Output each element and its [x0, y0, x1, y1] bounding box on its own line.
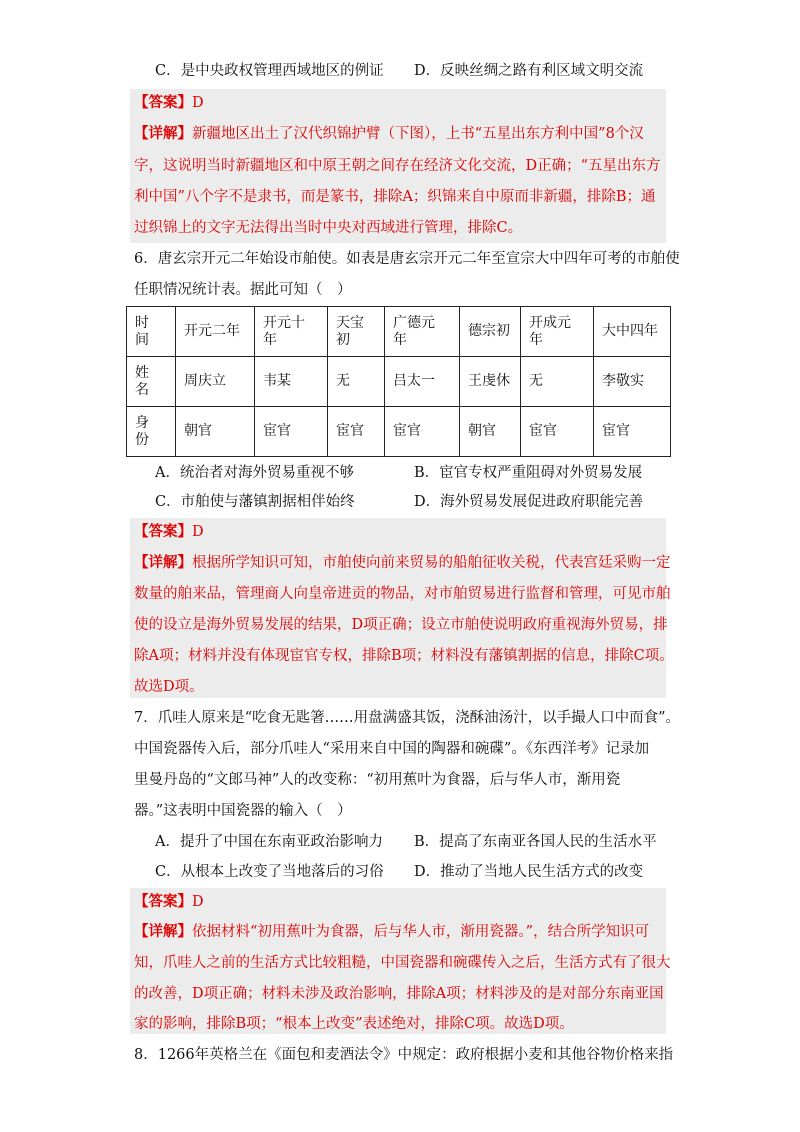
q6-option-c: C．市舶使与藩镇割据相伴始终	[155, 494, 355, 510]
q7-answer-line	[134, 892, 204, 912]
q7-option-d: D．推动了当地人民生活方式的改变	[414, 864, 644, 880]
q7-detail-line-1	[134, 922, 649, 942]
q5-detail-line-2: 字，这说明当时新疆地区和中原王朝之间存在经济文化交流，D正确；“五星出东方	[134, 158, 661, 174]
detail-tag: 【详解】	[134, 923, 192, 940]
table-cell: 宦官	[385, 407, 460, 457]
table-cell: 德宗初	[460, 307, 521, 357]
table-cell: 朝官	[176, 407, 255, 457]
table-row	[127, 357, 671, 407]
table-cell: 天宝初	[328, 307, 385, 357]
q7-detail-line-3: 的改善，D项正确；材料未涉及政治影响，排除A项；材料涉及的是对部分东南亚国	[134, 986, 664, 1002]
answer-tag: 【答案】	[134, 523, 192, 540]
detail-tag: 【详解】	[134, 125, 192, 142]
q7-stem-line-3: 里曼丹岛的“文郎马神”人的改变称：“初用蕉叶为食器，后与华人市，渐用瓷	[134, 772, 621, 788]
q7-option-c: C．从根本上改变了当地落后的习俗	[155, 864, 384, 880]
table-cell: 宦官	[521, 407, 594, 457]
q8-stem-line-1: 8．1266年英格兰在《面包和麦酒法令》中规定：政府根据小麦和其他谷物价格来指	[134, 1047, 674, 1063]
q6-answer-box	[130, 518, 666, 698]
q5-detail-line-3: 利中国”八个字不是隶书，而是篆书，排除A；织锦来自中原而非新疆，排除B；通	[134, 189, 656, 205]
table-cell: 姓 名	[127, 357, 176, 407]
table-cell: 宦官	[328, 407, 385, 457]
q5-option-d: D．反映丝绸之路有利区域文明交流	[414, 63, 644, 79]
q5-detail-line-4: 过织锦上的文字无法得出当时中央对西域进行管理，排除C。	[134, 220, 523, 236]
answer-value: D	[192, 95, 204, 111]
q6-answer-line	[134, 522, 204, 542]
table-cell: 宦官	[594, 407, 671, 457]
table-cell: 大中四年	[594, 307, 671, 357]
q6-detail-line-2: 数量的舶来品，管理商人向皇帝进贡的物品，对市舶贸易进行监督和管理，可见市舶	[134, 586, 671, 602]
q5-answer-line	[134, 93, 204, 113]
table-cell: 宦官	[255, 407, 328, 457]
q7-detail-line-2: 知，爪哇人之前的生活方式比较粗糙，中国瓷器和碗碟传入之后，生活方式有了很大	[134, 955, 671, 971]
detail-text: 新疆地区出土了汉代织锦护臂（下图），上书“五星出东方利中国”8个汉	[192, 126, 644, 142]
table-cell: 开元十 年	[255, 307, 328, 357]
q7-stem-line-1: 7．爪哇人原来是“吃食无匙箸……用盘满盛其饭，浇酥油汤汁，以手撮人口中而食”。	[134, 710, 681, 726]
table-cell: 周庆立	[176, 357, 255, 407]
table-cell: 开成元 年	[521, 307, 594, 357]
table-cell: 无	[328, 357, 385, 407]
table-cell: 身 份	[127, 407, 176, 457]
table-cell: 无	[521, 357, 594, 407]
table-cell: 广德元 年	[385, 307, 460, 357]
q6-detail-line-4: 除A项；材料并没有体现宦官专权，排除B项；材料没有藩镇割据的信息，排除C项。	[134, 648, 674, 664]
table-row	[127, 307, 671, 357]
q6-detail-line-3: 使的设立是海外贸易发展的结果，D项正确；设立市舶使说明政府重视海外贸易，排	[134, 617, 668, 633]
answer-tag: 【答案】	[134, 893, 192, 910]
answer-value: D	[192, 524, 204, 540]
q5-detail-line-1	[134, 124, 644, 144]
q6-option-d: D．海外贸易发展促进政府职能完善	[414, 494, 644, 510]
q7-option-b: B．提高了东南亚各国人民的生活水平	[414, 834, 657, 850]
q6-option-b: B．宦官专权严重阻碍对外贸易发展	[414, 465, 643, 481]
q6-table	[126, 306, 671, 457]
q7-stem-line-2: 中国瓷器传入后，部分爪哇人“采用来自中国的陶器和碗碟”。《东西洋考》记录加	[134, 741, 650, 757]
answer-value: D	[192, 894, 204, 910]
q6-detail-line-5: 故选D项。	[134, 679, 204, 695]
table-cell: 开元二年	[176, 307, 255, 357]
table-cell: 王虔休	[460, 357, 521, 407]
answer-tag: 【答案】	[134, 94, 192, 111]
q7-detail-line-4: 家的影响，排除B项；“根本上改变”表述绝对，排除C项。故选D项。	[134, 1016, 574, 1032]
table-cell: 韦某	[255, 357, 328, 407]
q7-option-a: A．提升了中国在东南亚政治影响力	[155, 834, 383, 850]
q6-stem-line-2: 任职情况统计表。据此可知（ ）	[134, 282, 352, 298]
q6-detail-line-1	[134, 553, 671, 573]
q6-stem-line-1: 6．唐玄宗开元二年始设市舶使。如表是唐玄宗开元二年至宣宗大中四年可考的市舶使	[134, 251, 680, 267]
table-row	[127, 407, 671, 457]
q7-stem-line-4: 器。”这表明中国瓷器的输入（ ）	[134, 803, 352, 819]
table-cell: 朝官	[460, 407, 521, 457]
detail-text: 根据所学知识可知，市舶使向前来贸易的船舶征收关税，代表宫廷采购一定	[192, 555, 671, 571]
detail-tag: 【详解】	[134, 554, 192, 571]
detail-text: 依据材料“初用蕉叶为食器，后与华人市，渐用瓷器。”，结合所学知识可	[192, 924, 650, 940]
q5-option-c: C．是中央政权管理西域地区的例证	[155, 63, 384, 79]
table-cell: 李敬实	[594, 357, 671, 407]
table-cell: 时 间	[127, 307, 176, 357]
q6-option-a: A．统治者对海外贸易重视不够	[155, 465, 354, 481]
table-cell: 吕太一	[385, 357, 460, 407]
